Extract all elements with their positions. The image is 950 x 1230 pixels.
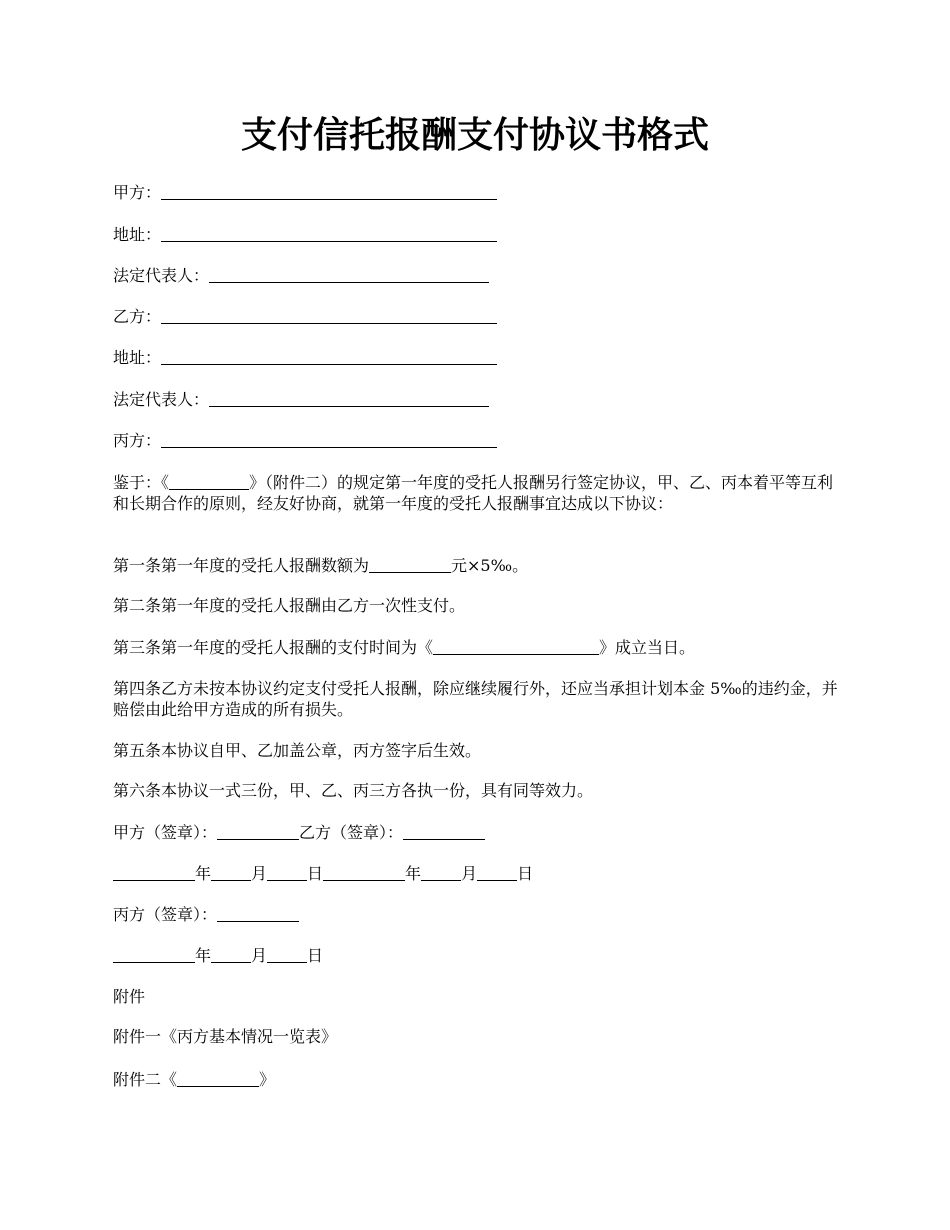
article-1-text: 第一条第一年度的受托人报酬数额为 [113, 556, 370, 575]
month-label-b: 月 [461, 864, 478, 883]
party-a-label: 甲方： [113, 183, 162, 202]
signature-line-c [113, 903, 848, 925]
day-blank-a[interactable] [267, 864, 307, 881]
attachment-1: 附件一《丙方基本情况一览表》 [113, 1027, 338, 1046]
year-label-b: 年 [405, 864, 422, 883]
legal-rep-line-1 [113, 264, 848, 286]
attachment-2-suffix: 》 [259, 1070, 276, 1089]
month-blank-a[interactable] [211, 864, 251, 881]
legal-rep-blank-2[interactable] [209, 390, 489, 407]
year-label-a: 年 [195, 864, 212, 883]
year-blank-b[interactable] [323, 864, 405, 881]
article-1-suffix: 元×5‰。 [451, 556, 529, 575]
month-blank-c[interactable] [211, 946, 251, 963]
party-b-line [113, 305, 848, 327]
day-label-b: 日 [517, 864, 534, 883]
party-a-blank[interactable] [161, 183, 497, 200]
address-blank-2[interactable] [161, 348, 497, 365]
address-line-2 [113, 346, 848, 368]
preamble-blank[interactable] [169, 473, 249, 490]
date-line-c [113, 944, 848, 966]
amount-blank[interactable] [369, 556, 451, 573]
article-3 [113, 636, 848, 658]
day-label-a: 日 [307, 864, 324, 883]
article-2: 第二条第一年度的受托人报酬由乙方一次性支付。 [113, 596, 466, 615]
plan-name-blank[interactable] [433, 638, 599, 655]
attachment-2 [113, 1068, 848, 1090]
sign-c-blank[interactable] [217, 905, 299, 922]
article-3-suffix: 》成立当日。 [599, 638, 696, 657]
legal-rep-line-2 [113, 388, 848, 410]
sign-a-blank[interactable] [217, 823, 299, 840]
article-3-text: 第三条第一年度的受托人报酬的支付时间为《 [113, 638, 434, 657]
year-label-c: 年 [195, 946, 212, 965]
address-label-2: 地址： [113, 348, 162, 367]
article-6: 第六条本协议一式三份，甲、乙、丙三方各执一份，具有同等效力。 [113, 781, 594, 800]
party-c-blank[interactable] [161, 431, 497, 448]
party-a-line [113, 181, 848, 203]
month-label-a: 月 [251, 864, 268, 883]
article-5: 第五条本协议自甲、乙加盖公章，丙方签字后生效。 [113, 741, 482, 760]
party-c-label: 丙方： [113, 431, 162, 450]
month-label-c: 月 [251, 946, 268, 965]
article-1 [113, 554, 848, 576]
day-blank-b[interactable] [477, 864, 517, 881]
preamble-paragraph [113, 471, 843, 514]
day-blank-c[interactable] [267, 946, 307, 963]
year-blank-a[interactable] [113, 864, 195, 881]
attachment-2-blank[interactable] [177, 1070, 259, 1087]
year-blank-c[interactable] [113, 946, 195, 963]
preamble-rest: 》（附件二）的规定第一年度的受托人报酬另行签定协议，甲、乙、丙本着平等互利和长期合作的原则，经友好协商，就第一年度的受托人报酬事宜达成以下协议： [113, 473, 834, 513]
month-blank-b[interactable] [421, 864, 461, 881]
sign-a-label: 甲方（签章）： [113, 823, 218, 842]
article-4: 第四条乙方未按本协议约定支付受托人报酬，除应继续履行外，还应当承担计划本金 5‰的违约金，并赔偿由此给甲方造成的所有损失。 [113, 679, 838, 719]
attachment-2-prefix: 附件二《 [113, 1070, 178, 1089]
address-blank-1[interactable] [161, 225, 497, 242]
legal-rep-label-2: 法定代表人： [113, 390, 210, 409]
legal-rep-label-1: 法定代表人： [113, 266, 210, 285]
sign-b-blank[interactable] [403, 823, 485, 840]
attachments-heading: 附件 [113, 987, 146, 1006]
sign-c-label: 丙方（签章）： [113, 905, 218, 924]
preamble-start: 鉴于：《 [113, 473, 170, 492]
signature-line-ab [113, 821, 848, 843]
day-label-c: 日 [307, 946, 324, 965]
address-line-1 [113, 223, 848, 245]
party-c-line [113, 429, 848, 451]
address-label-1: 地址： [113, 225, 162, 244]
party-b-label: 乙方： [113, 307, 162, 326]
legal-rep-blank-1[interactable] [209, 266, 489, 283]
date-line-ab [113, 862, 848, 884]
party-b-blank[interactable] [161, 307, 497, 324]
sign-b-label: 乙方（签章）： [299, 823, 404, 842]
document-title: 支付信托报酬支付协议书格式 [240, 115, 709, 156]
